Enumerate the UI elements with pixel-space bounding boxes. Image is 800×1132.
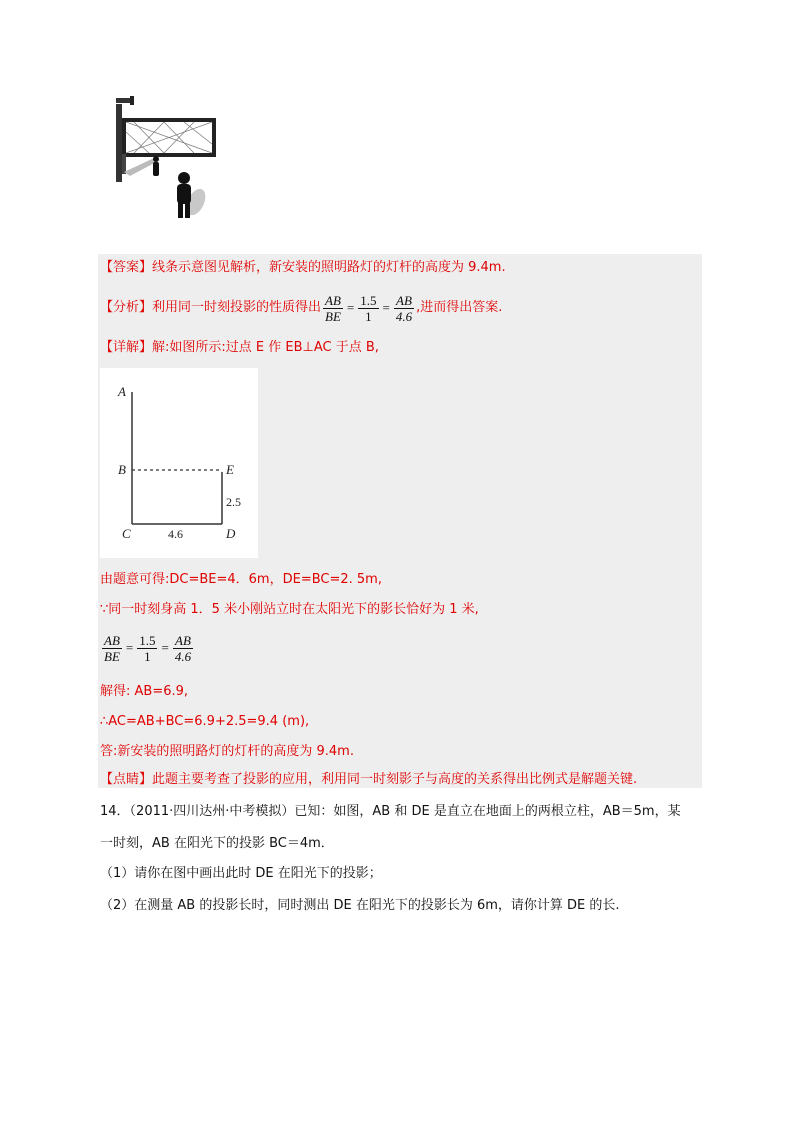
- analysis-fraction-1: [323, 293, 343, 324]
- fraction-numerator: AB: [325, 292, 341, 308]
- label-e: E: [226, 462, 234, 477]
- equals-sign: =: [382, 300, 390, 315]
- fraction-numerator: 1.5: [360, 292, 377, 308]
- diagram-svg: [100, 368, 258, 558]
- fraction-denominator: BE: [325, 308, 341, 324]
- question-14-part-2: （2）在测量 AB 的投影长时，同时测出 DE 在阳光下的投影长为 6m，请你计算 DE 的长.: [100, 898, 620, 913]
- geometry-diagram: [100, 368, 258, 558]
- label-c: C: [122, 526, 131, 541]
- equals-sign: =: [346, 300, 355, 315]
- fraction-numerator: AB: [104, 632, 120, 648]
- length-de: 2.5: [226, 495, 241, 509]
- label-a: A: [118, 384, 126, 399]
- solution-line-5: 答:新安装的照明路灯的灯杆的高度为 9.4m.: [100, 744, 354, 759]
- comment-line: 【点睛】此题主要考查了投影的应用，利用同一时刻影子与高度的关系得出比例式是解题关键.: [100, 772, 638, 787]
- length-dc: 4.6: [168, 527, 183, 541]
- solution-line-3: 解得: AB=6.9,: [100, 684, 189, 699]
- question-14-line-1: 14．（2011·四川达州·中考模拟）已知：如图，AB 和 DE 是直立在地面上的两根立柱，AB＝5m，某: [100, 804, 681, 819]
- fraction-numerator: AB: [175, 632, 191, 648]
- fraction-denominator: 1: [365, 308, 372, 324]
- solution-line-2: ∵同一时刻身高 1．5 米小刚站立时在太阳光下的影长恰好为 1 米,: [100, 602, 479, 617]
- analysis-suffix: ,进而得出答案.: [416, 300, 503, 315]
- question-14-part-1: （1）请你在图中画出此时 DE 在阳光下的投影；: [100, 866, 382, 881]
- detail-intro: 【详解】解:如图所示:过点 E 作 EB⊥AC 于点 B,: [100, 340, 379, 355]
- fraction-numerator: 1.5: [139, 632, 156, 648]
- solution-line-1: 由题意可得:DC=BE=4．6m，DE=BC=2. 5m,: [100, 572, 382, 587]
- analysis-prefix: 【分析】利用同一时刻投影的性质得出: [100, 300, 322, 315]
- analysis-fraction-3: [394, 293, 414, 324]
- fraction-denominator: 4.6: [174, 648, 192, 664]
- answer-line: 【答案】线条示意图见解析，新安装的照明路灯的灯杆的高度为 9.4m.: [100, 260, 506, 275]
- analysis-line: [100, 290, 502, 326]
- label-d: D: [226, 526, 236, 541]
- solution-proportion: [100, 628, 195, 668]
- fraction-denominator: BE: [104, 648, 120, 664]
- solution-fraction-3: [173, 633, 193, 664]
- solution-fraction-2: [137, 633, 157, 664]
- solution-line-4: ∴AC=AB+BC=6.9+2.5=9.4 (m),: [100, 714, 310, 729]
- fraction-denominator: 1: [144, 648, 151, 664]
- lamp-illustration: [104, 92, 224, 222]
- fraction-numerator: AB: [396, 292, 412, 308]
- question-14-line-2: 一时刻，AB 在阳光下的投影 BC＝4m．: [100, 836, 334, 851]
- label-b: B: [118, 462, 126, 477]
- solution-fraction-1: [102, 633, 122, 664]
- analysis-fraction-2: [358, 293, 378, 324]
- equals-sign: =: [125, 640, 134, 655]
- equals-sign: =: [161, 640, 169, 655]
- fraction-denominator: 4.6: [395, 308, 413, 324]
